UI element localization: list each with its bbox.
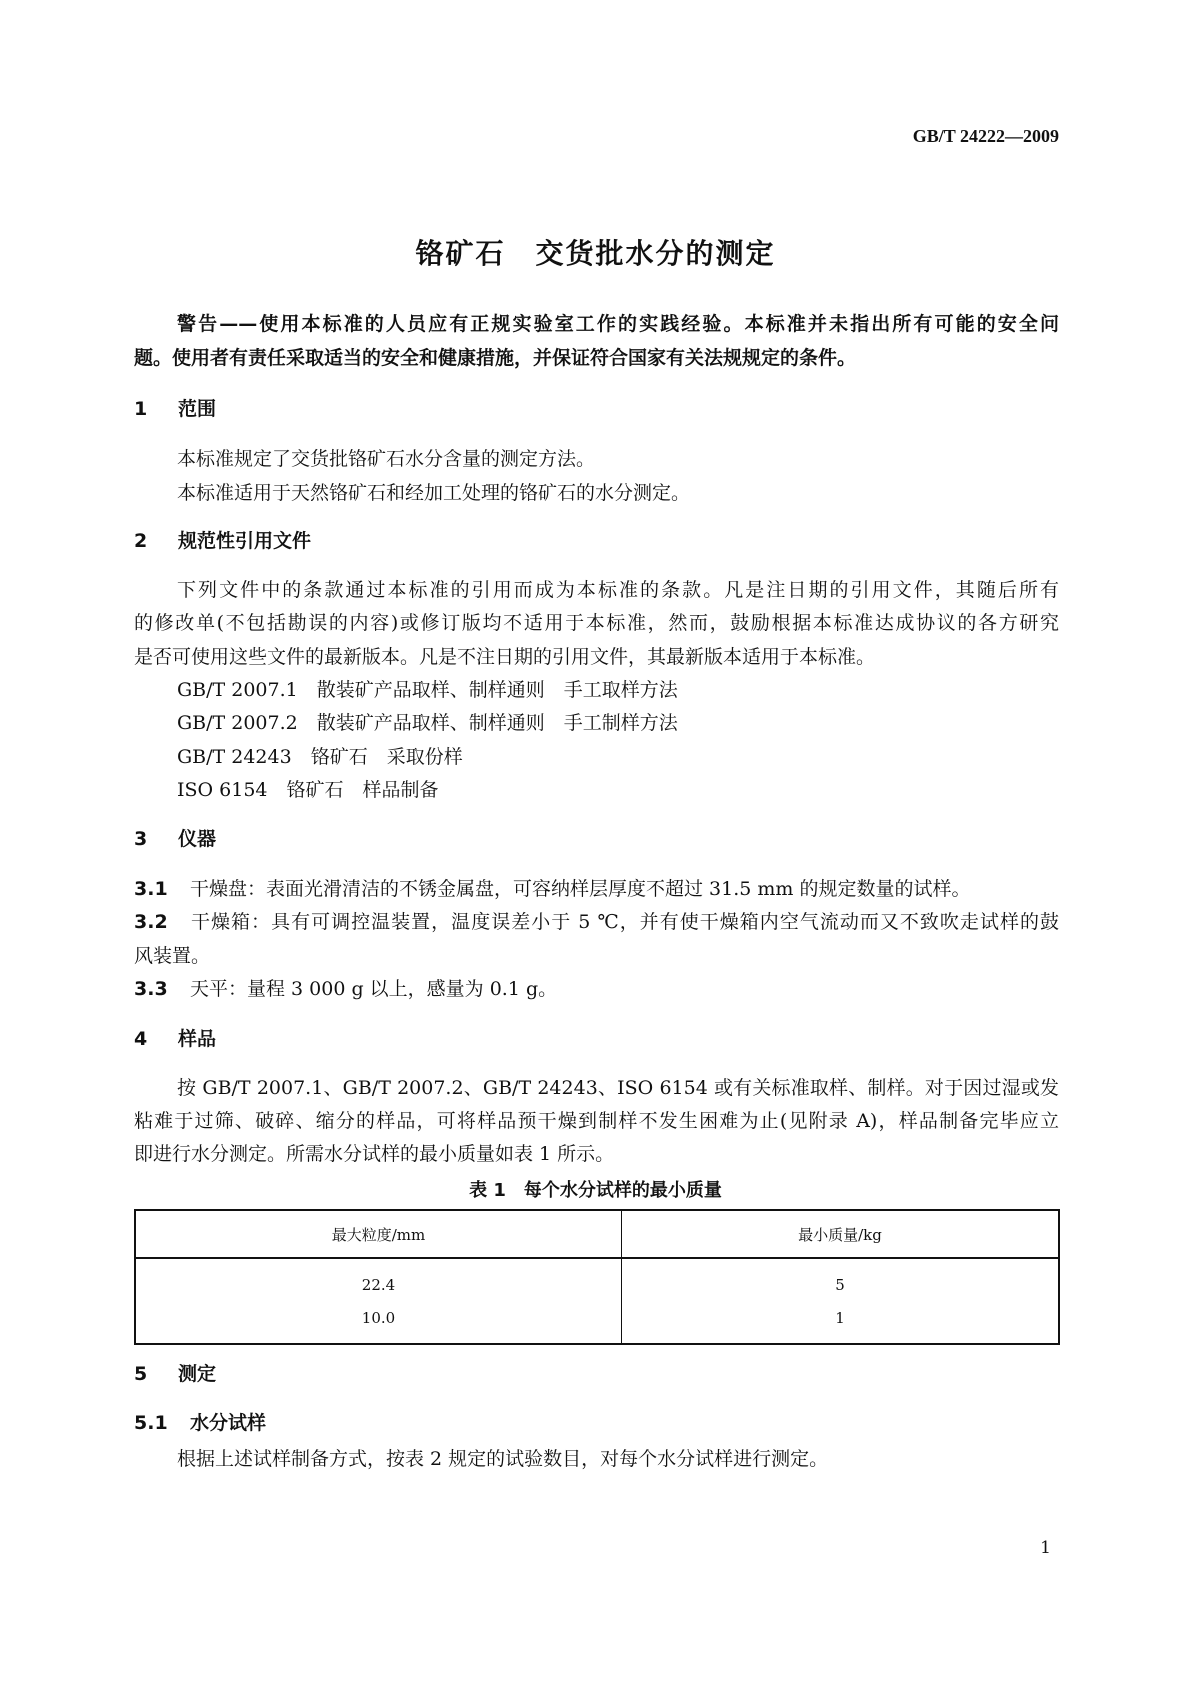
- paragraph-line: 是否可使用这些文件的最新版本。凡是不注日期的引用文件，其最新版本适用于本标准。: [134, 646, 876, 668]
- table-cell: 1: [621, 1301, 1059, 1344]
- standard-code: GB/T 24222—2009: [912, 126, 1059, 146]
- table-header-row: [135, 1210, 1059, 1258]
- warning-line-2: 题。使用者有责任采取适当的安全和健康措施，并保证符合国家有关法规规定的条件。: [134, 347, 857, 369]
- clause-number: 5.1: [134, 1412, 168, 1434]
- section-5-heading: [134, 1362, 1059, 1386]
- paragraph-line: 本标准规定了交货批铬矿石水分含量的测定方法。: [177, 448, 596, 470]
- table-row: [135, 1258, 1059, 1301]
- clause-text: 干燥盘：表面光滑清洁的不锈金属盘，可容纳样层厚度不超过 31.5 mm 的规定数量的试样。: [190, 878, 971, 900]
- section-title: 范围: [178, 398, 217, 420]
- column-header: 最大粒度/mm: [135, 1210, 621, 1258]
- section-number: 1: [134, 398, 148, 420]
- clause-3-2: [134, 910, 1059, 934]
- section-title: 仪器: [178, 828, 217, 850]
- clause-3-1: [134, 877, 1059, 901]
- clause-number: 3.1: [134, 878, 168, 900]
- min-mass-table: [134, 1209, 1060, 1345]
- clause-number: 3.2: [134, 911, 168, 933]
- paragraph-line: 根据上述试样制备方式，按表 2 规定的试验数目，对每个水分试样进行测定。: [177, 1448, 829, 1470]
- section-title: 样品: [178, 1028, 217, 1050]
- clause-continuation: 风装置。: [134, 945, 211, 967]
- paragraph-line: 本标准适用于天然铬矿石和经加工处理的铬矿石的水分测定。: [177, 482, 691, 504]
- section-4-heading: [134, 1027, 1059, 1051]
- column-header: 最小质量/kg: [621, 1210, 1059, 1258]
- document-title: 铬矿石 交货批水分的测定: [415, 237, 776, 270]
- clause-5-1-heading: [134, 1411, 1059, 1435]
- section-number: 4: [134, 1028, 148, 1050]
- section-number: 2: [134, 530, 148, 552]
- clause-text: 干燥箱：具有可调控温装置，温度误差小于 5 ℃，并有使干燥箱内空气流动而又不致吹走试样的鼓: [190, 911, 1059, 933]
- section-title: 测定: [178, 1363, 217, 1385]
- paragraph-line: 粘难于过筛、破碎、缩分的样品，可将样品预干燥到制样不发生困难为止(见附录 A)，样品制备完毕应立: [134, 1110, 1059, 1132]
- table-cell: 10.0: [135, 1301, 621, 1344]
- clause-number: 3.3: [134, 978, 168, 1000]
- paragraph-line: 即进行水分测定。所需水分试样的最小质量如表 1 所示。: [134, 1143, 615, 1165]
- section-3-heading: [134, 827, 1059, 851]
- table-cell: 5: [621, 1258, 1059, 1301]
- section-number: 5: [134, 1363, 148, 1385]
- table-caption: 表 1 每个水分试样的最小质量: [469, 1180, 722, 1201]
- section-2-heading: [134, 529, 1059, 553]
- section-1-heading: [134, 397, 1059, 421]
- paragraph-line: 下列文件中的条款通过本标准的引用而成为本标准的条款。凡是注日期的引用文件，其随后所有: [177, 579, 1059, 601]
- paragraph-line: 按 GB/T 2007.1、GB/T 2007.2、GB/T 24243、ISO 6154 或有关标准取样、制样。对于因过湿或发: [177, 1077, 1059, 1099]
- page-number: 1: [1040, 1538, 1051, 1558]
- section-title: 规范性引用文件: [178, 530, 312, 552]
- clause-text: 天平：量程 3 000 g 以上，感量为 0.1 g。: [190, 978, 558, 1000]
- clause-3-3: [134, 977, 1059, 1001]
- reference-item: GB/T 2007.2 散装矿产品取样、制样通则 手工制样方法: [177, 712, 678, 734]
- reference-item: ISO 6154 铬矿石 样品制备: [177, 779, 439, 801]
- paragraph-line: 的修改单(不包括勘误的内容)或修订版均不适用于本标准，然而，鼓励根据本标准达成协议的各方研究: [134, 612, 1059, 634]
- table-row: [135, 1301, 1059, 1344]
- section-number: 3: [134, 828, 148, 850]
- table-cell: 22.4: [135, 1258, 621, 1301]
- reference-item: GB/T 2007.1 散装矿产品取样、制样通则 手工取样方法: [177, 679, 678, 701]
- warning-line-1: 警告——使用本标准的人员应有正规实验室工作的实践经验。本标准并未指出所有可能的安全问: [177, 313, 1059, 335]
- clause-title: 水分试样: [190, 1412, 267, 1434]
- reference-item: GB/T 24243 铬矿石 采取份样: [177, 746, 463, 768]
